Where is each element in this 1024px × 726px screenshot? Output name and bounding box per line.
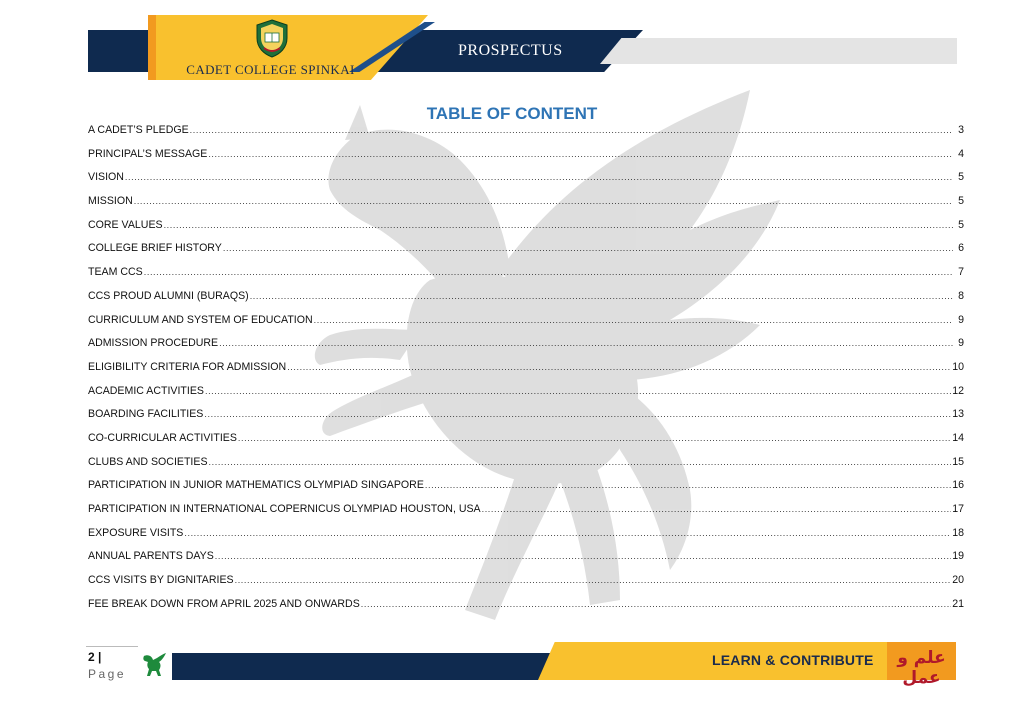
toc-entry-title: CORE VALUES xyxy=(88,218,163,231)
toc-entry-title: FEE BREAK DOWN FROM APRIL 2025 AND ONWARDS xyxy=(88,597,360,610)
toc-entry-page: 14 xyxy=(952,431,964,444)
toc-entry-title: A CADET’S PLEDGE xyxy=(88,124,189,136)
toc-entry-page: 15 xyxy=(952,455,964,468)
toc-entry[interactable] xyxy=(88,314,964,338)
toc-entry[interactable] xyxy=(88,408,964,432)
toc-entry-page: 19 xyxy=(952,550,964,563)
toc-title: TABLE OF CONTENT xyxy=(426,104,598,123)
toc-entry-title: PARTICIPATION IN INTERNATIONAL COPERNICUS OLYMPIAD HOUSTON, USA xyxy=(88,503,481,515)
header-section-title: PROSPECTUS xyxy=(458,42,563,59)
toc-entry-title: ANNUAL PARENTS DAYS xyxy=(88,550,214,563)
toc-entry[interactable] xyxy=(88,148,964,172)
toc-entry[interactable] xyxy=(88,195,964,219)
toc-entry-title: CLUBS AND SOCIETIES xyxy=(88,455,208,468)
toc-entry-title: ACADEMIC ACTIVITIES xyxy=(88,384,204,397)
toc-leader xyxy=(238,433,951,443)
toc-leader xyxy=(205,386,951,396)
toc-entry-title: PARTICIPATION IN JUNIOR MATHEMATICS OLYMPIAD SINGAPORE xyxy=(88,479,424,492)
toc-entry-page: 10 xyxy=(952,360,964,373)
toc-entry[interactable] xyxy=(88,527,964,551)
toc-entry-page: 7 xyxy=(958,266,964,279)
toc-entry-page: 5 xyxy=(958,195,964,208)
toc-entry-page: 13 xyxy=(952,408,964,421)
toc-entry-page: 21 xyxy=(952,597,964,610)
toc-list xyxy=(88,124,964,621)
toc-entry-title: CURRICULUM AND SYSTEM OF EDUCATION xyxy=(88,313,313,326)
toc-leader xyxy=(164,220,953,230)
toc-entry[interactable] xyxy=(88,171,964,195)
toc-entry-title: MISSION xyxy=(88,195,133,208)
college-name: CADET COLLEGE SPINKAI xyxy=(186,62,355,77)
toc-entry-page: 12 xyxy=(952,384,964,397)
toc-entry[interactable] xyxy=(88,503,964,527)
toc-leader xyxy=(250,291,953,301)
toc-leader xyxy=(190,125,953,135)
toc-entry-title: TEAM CCS xyxy=(88,266,143,279)
toc-leader xyxy=(208,149,953,159)
toc-entry[interactable] xyxy=(88,361,964,385)
toc-leader xyxy=(219,338,953,348)
footer-slogan: LEARN & CONTRIBUTE xyxy=(712,652,874,668)
toc-entry[interactable] xyxy=(88,550,964,574)
toc-entry[interactable] xyxy=(88,124,964,148)
toc-entry-title: CCS PROUD ALUMNI (BURAQS) xyxy=(88,289,249,302)
toc-entry-page: 16 xyxy=(952,479,964,492)
toc-leader xyxy=(223,243,953,253)
toc-leader xyxy=(215,551,951,561)
toc-leader xyxy=(361,599,951,609)
toc-entry-page: 17 xyxy=(952,503,964,515)
toc-entry[interactable] xyxy=(88,290,964,314)
toc-leader xyxy=(209,457,952,467)
toc-entry-page: 5 xyxy=(958,218,964,231)
toc-entry-page: 5 xyxy=(958,171,964,184)
toc-leader xyxy=(144,267,953,277)
toc-entry[interactable] xyxy=(88,479,964,503)
toc-entry[interactable] xyxy=(88,219,964,243)
toc-entry-title: ELIGIBILITY CRITERIA FOR ADMISSION xyxy=(88,360,287,373)
toc-leader xyxy=(134,196,953,206)
page-number-rule xyxy=(86,646,138,647)
toc-entry-page: 18 xyxy=(952,526,964,539)
toc-entry-page: 4 xyxy=(958,147,964,160)
toc-leader xyxy=(425,480,951,490)
header-gray-band xyxy=(600,38,957,64)
toc-entry[interactable] xyxy=(88,456,964,480)
toc-entry-page: 3 xyxy=(958,124,964,136)
footer-urdu-motto: علم و عمل xyxy=(897,648,946,688)
toc-entry-page: 20 xyxy=(952,574,964,587)
toc-entry-title: EXPOSURE VISITS xyxy=(88,526,184,539)
page-label: Page xyxy=(88,667,127,681)
toc-entry-title: VISION xyxy=(88,171,124,184)
toc-leader xyxy=(235,575,952,585)
toc-entry-page: 9 xyxy=(958,337,964,350)
toc-leader xyxy=(184,528,951,538)
toc-entry-title: COLLEGE BRIEF HISTORY xyxy=(88,242,222,255)
toc-entry-title: PRINCIPAL’S MESSAGE xyxy=(88,147,208,160)
toc-leader xyxy=(287,362,951,372)
toc-entry-title: CCS VISITS BY DIGNITARIES xyxy=(88,574,234,587)
toc-entry[interactable] xyxy=(88,574,964,598)
pegasus-logo-icon xyxy=(141,652,167,678)
toc-entry-page: 9 xyxy=(958,313,964,326)
toc-leader xyxy=(482,504,952,514)
header-orange-strip xyxy=(148,15,156,80)
page-number: 2 | xyxy=(88,650,102,664)
toc-leader xyxy=(314,315,953,325)
toc-entry-title: ADMISSION PROCEDURE xyxy=(88,337,219,350)
toc-leader xyxy=(125,172,953,182)
toc-entry-title: CO-CURRICULAR ACTIVITIES xyxy=(88,431,237,444)
toc-entry-page: 6 xyxy=(958,242,964,255)
toc-entry[interactable] xyxy=(88,385,964,409)
footer-navy-band xyxy=(172,653,572,680)
toc-entry[interactable] xyxy=(88,266,964,290)
college-crest-icon xyxy=(254,18,290,58)
toc-entry[interactable] xyxy=(88,598,964,622)
toc-entry-page: 8 xyxy=(958,289,964,302)
toc-entry-title: BOARDING FACILITIES xyxy=(88,408,204,421)
toc-leader xyxy=(204,409,951,419)
toc-entry[interactable] xyxy=(88,242,964,266)
toc-entry[interactable] xyxy=(88,432,964,456)
toc-entry[interactable] xyxy=(88,337,964,361)
